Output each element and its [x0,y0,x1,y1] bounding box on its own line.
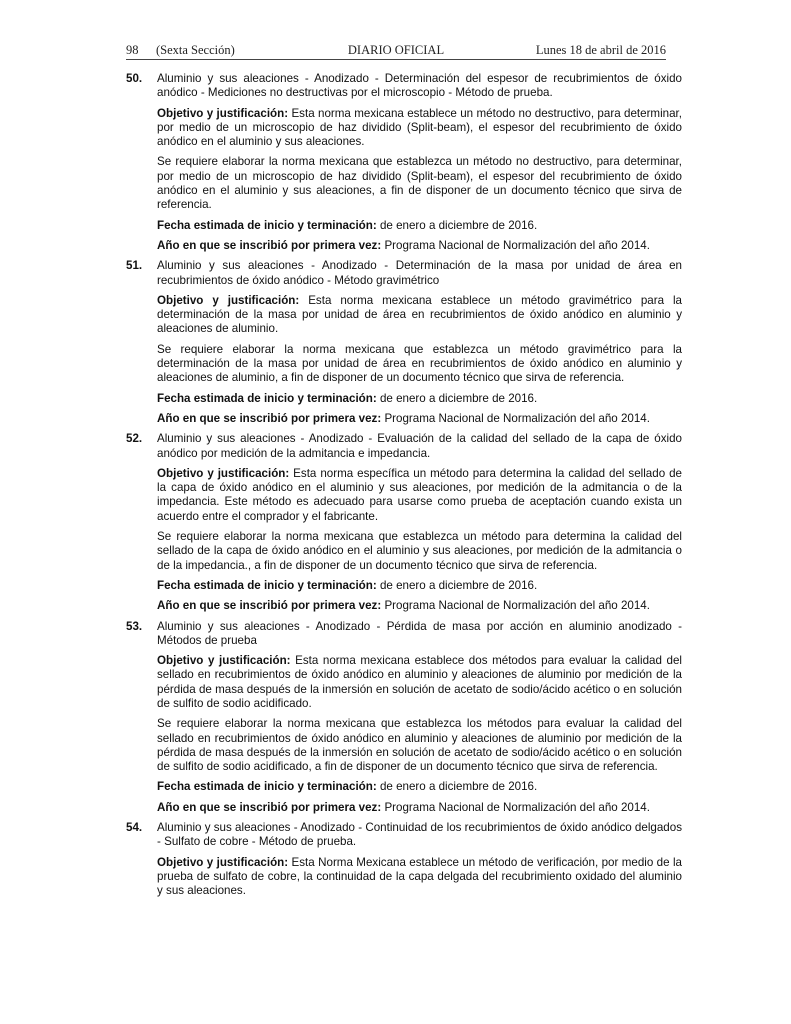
date-text: de enero a diciembre de 2016. [379,391,538,405]
date-label: Fecha estimada de inicio y terminación: [157,578,377,592]
objective-paragraph [157,654,682,711]
objective-text: Esta norma mexicana establece un método gravimétrico para la determinación de la masa por unidad de área en recubrimientos de óxido anódico en aluminio y aleaciones de aluminio. [157,293,682,336]
year-paragraph [157,412,682,426]
item-title: Aluminio y sus aleaciones - Anodizado - Determinación del espesor de recubrimientos de óxido anódico - Mediciones no destructivas por el microscopio - Método de prueba. [157,72,682,100]
date-paragraph [157,579,682,593]
date-label: Fecha estimada de inicio y terminación: [157,780,377,794]
item-number: 50. [126,72,143,85]
year-text: Programa Nacional de Normalización del año 2014. [384,599,650,613]
date-text: de enero a diciembre de 2016. [379,218,538,232]
requirement-paragraph: Se requiere elaborar la norma mexicana que establezca un método gravimétrico para la determinación de la masa por unidad de área en recubrimientos de óxido anódico en aluminio y aleaciones de aluminio, a fin de disponer de un documento técnico que sirva de referencia. [157,342,682,385]
list-item [126,259,682,426]
item-title: Aluminio y sus aleaciones - Anodizado - Continuidad de los recubrimientos de óxido anódico delgados - Sulfato de cobre - Método de prueba. [157,821,682,849]
year-label: Año en que se inscribió por primera vez: [157,238,382,252]
list-item [126,620,682,816]
item-number: 52. [126,432,143,446]
requirement-paragraph: Se requiere elaborar la norma mexicana que establezca un método no destructivo, para determinar, por medio de un microscopio de haz dividido (Split-beam), el espesor del recubrimiento de óxido anódico en el aluminio y sus aleaciones, a fin de disponer de un documento técnico que sirva de referencia. [157,155,682,212]
requirement-paragraph: Se requiere elaborar la norma mexicana que establezca los métodos para evaluar la calidad del sellado en recubrimientos de óxido anódico en aluminio y aleaciones de aluminio por medición de la pérdida de masa después de la inmersión en solución de acetato de sodio/ácido acético o en solución de sulfito de sodio acidificado, a fin de disponer de un documento técnico que sirva de referencia. [157,717,682,774]
year-label: Año en que se inscribió por primera vez: [157,411,382,425]
year-text: Programa Nacional de Normalización del año 2014. [384,800,650,814]
objective-label: Objetivo y justificación: [157,654,291,668]
objective-label: Objetivo y justificación: [157,293,300,307]
objective-label: Objetivo y justificación: [157,855,289,869]
item-number: 51. [126,259,143,273]
date-paragraph [157,392,682,406]
date-label: Fecha estimada de inicio y terminación: [157,391,377,405]
year-paragraph [157,599,682,613]
page-content [126,72,682,905]
date-text: de enero a diciembre de 2016. [379,780,538,794]
objective-label: Objetivo y justificación: [157,466,290,480]
list-item [126,72,682,253]
objective-paragraph [157,294,682,337]
item-title: Aluminio y sus aleaciones - Anodizado - Pérdida de masa por acción en aluminio anodizado - Métodos de prueba [157,619,682,647]
item-title: Aluminio y sus aleaciones - Anodizado - Evaluación de la calidad del sellado de la capa de óxido anódico por medición de la admitancia e impedancia. [157,432,682,460]
date-label: Fecha estimada de inicio y terminación: [157,218,377,232]
item-number: 54. [126,821,143,835]
date-paragraph [157,219,682,233]
year-text: Programa Nacional de Normalización del año 2014. [384,238,650,252]
objective-text: Esta norma específica un método para determina la calidad del sellado de la capa de óxido anódico en el aluminio y sus aleaciones, por medición de la admitancia o de la impedancia. Este método es adecuado para usarse como prueba de aceptación cuando exista un acuerdo entre el comprador y el fabricante. [157,466,682,523]
objective-paragraph [157,467,682,524]
objective-text: Esta norma mexicana establece dos métodos para evaluar la calidad del sellado en recubrimientos de óxido anódico en aluminio y aleaciones de aluminio por medición de la pérdida de masa después de la inmersión en solución de acetato de sodio/ácido acético o en solución de sulfito de sodio acidificado. [157,654,682,710]
objective-label: Objetivo y justificación: [157,106,289,120]
list-item [126,432,682,613]
date-paragraph [157,780,682,794]
header-rule [126,59,666,60]
year-paragraph [157,239,682,253]
year-label: Año en que se inscribió por primera vez: [157,599,382,613]
year-paragraph [157,801,682,815]
year-label: Año en que se inscribió por primera vez: [157,800,382,814]
objective-paragraph [157,856,682,899]
date-text: de enero a diciembre de 2016. [379,578,538,592]
page-number: 98 [126,43,139,57]
publication-date: Lunes 18 de abril de 2016 [535,43,666,57]
section-label: (Sexta Sección) [156,43,235,57]
item-title: Aluminio y sus aleaciones - Anodizado - Determinación de la masa por unidad de área en recubrimientos de óxido anódico - Método gravimétrico [157,259,682,287]
list-item [126,821,682,898]
objective-paragraph [157,107,682,150]
objective-text: Esta norma mexicana establece un método no destructivo, para determinar, por medio de un microscopio de haz dividido (Split-beam), el espesor del recubrimiento de óxido anódico en el aluminio y sus aleaciones. [157,106,682,149]
requirement-paragraph: Se requiere elaborar la norma mexicana que establezca un método para determina la calidad del sellado de la capa de óxido anódico en el aluminio y sus aleaciones, por medición de la admitancia o de la impedancia., a fin de disponer de un documento técnico que sirva de referencia. [157,530,682,572]
objective-text: Esta Norma Mexicana establece un método de verificación, por medio de la prueba de sulfato de cobre, la continuidad de la capa delgada del recubrimiento oxidado del aluminio y sus aleaciones. [157,855,682,898]
item-number: 53. [126,619,143,633]
publication-title: DIARIO OFICIAL [347,43,445,57]
page-header [126,43,666,59]
year-text: Programa Nacional de Normalización del año 2014. [384,411,650,425]
